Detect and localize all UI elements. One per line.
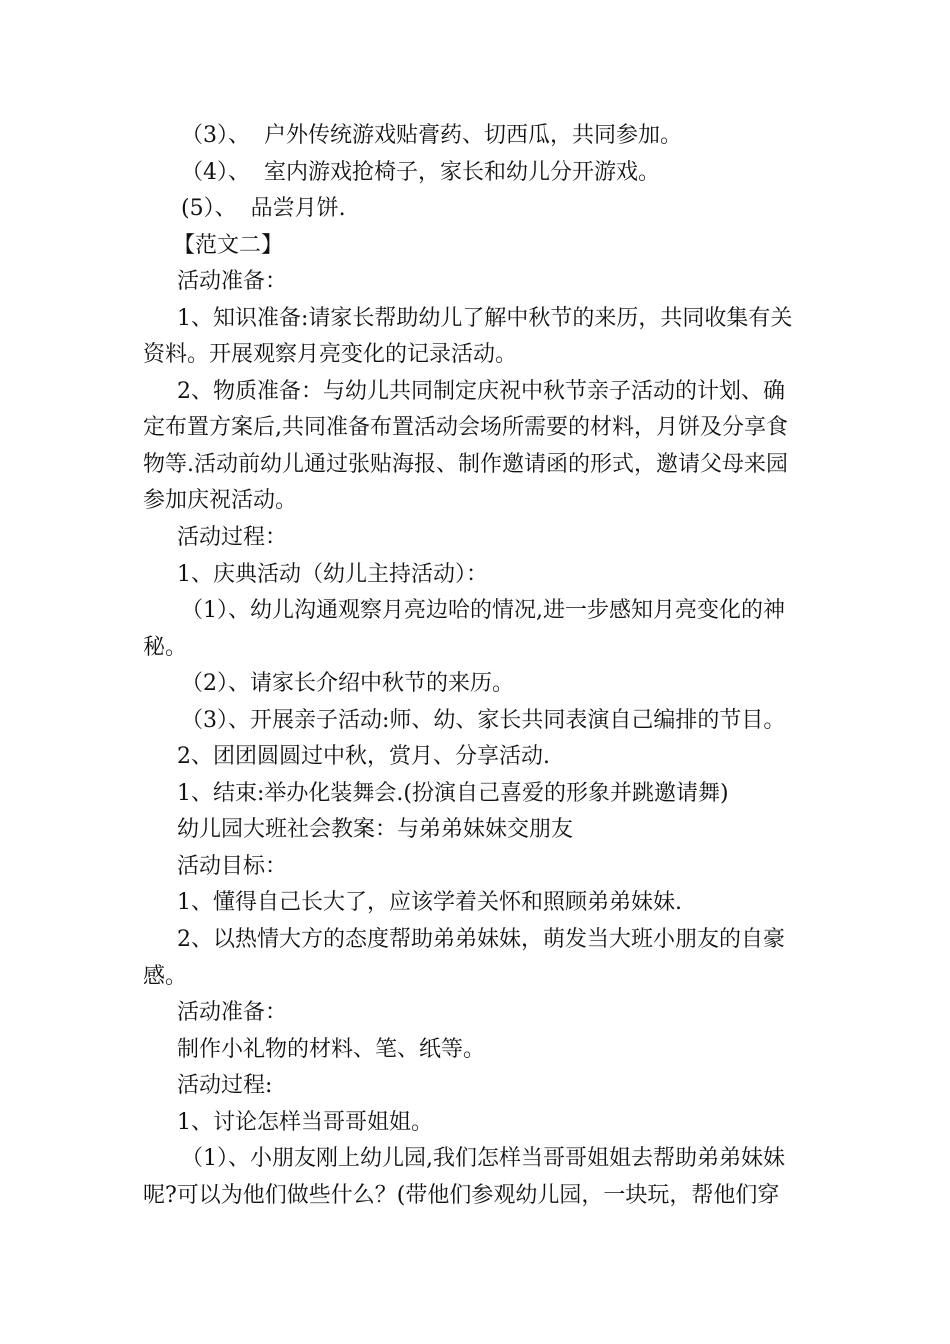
text-line: 参加庆祝活动。 [143,488,298,514]
text-line: （3）、 户外传统游戏贴膏药、切西瓜，共同参加。 [181,123,682,148]
text-line: 物等.活动前幼儿通过张贴海报、制作邀请函的形式，邀请父母来园 [143,451,788,477]
text-line: 1、结束:举办化装舞会.(扮演自己喜爱的形象并跳邀请舞) [177,780,729,806]
document-body [143,118,813,1214]
text-line: （4）、 室内游戏抢椅子，家长和幼儿分开游戏。 [181,159,660,185]
text-line: 制作小礼物的材料、笔、纸等。 [177,1036,486,1062]
text-line: （3）、开展亲子活动:师、幼、家长共同表演自己编排的节目。 [181,707,786,733]
text-line: 1、懂得自己长大了，应该学着关怀和照顾弟弟妹妹. [177,890,682,916]
lesson-title: 幼儿园大班社会教案：与弟弟妹妹交朋友 [177,817,574,843]
text-line: 资料。开展观察月亮变化的记录活动。 [143,342,518,368]
text-line: 定布置方案后,共同准备布置活动会场所需要的材料，月饼及分享食 [143,415,788,441]
section-heading: 【范文二】 [173,232,284,258]
text-line: 感。 [143,963,188,989]
text-line: 呢?可以为他们做些什么？(带他们参观幼儿园，一块玩，帮他们穿 [143,1182,780,1208]
text-line: （1）、幼儿沟通观察月亮边哈的情况,进一步感知月亮变化的神 [181,598,785,624]
text-line: （1）、小朋友刚上幼儿园,我们怎样当哥哥姐姐去帮助弟弟妹妹 [181,1146,785,1172]
text-line: 活动目标： [177,853,288,879]
text-line: 1、知识准备:请家长帮助幼儿了解中秋节的来历，共同收集有关 [177,305,793,331]
text-line: 2、团团圆圆过中秋，赏月、分享活动. [177,744,550,770]
text-line: 1、庆典活动（幼儿主持活动）： [177,561,488,587]
text-line: 2、以热情大方的态度帮助弟弟妹妹，萌发当大班小朋友的自豪 [177,927,785,953]
text-line: 活动准备： [177,1000,288,1026]
text-line: 活动准备： [177,269,288,295]
text-line: 活动过程： [177,525,288,551]
text-line: 活动过程: [177,1073,273,1099]
text-line: 2、物质准备：与幼儿共同制定庆祝中秋节亲子活动的计划、确 [177,378,785,404]
text-line: （2）、请家长介绍中秋节的来历。 [181,671,514,697]
text-line: (5）、 品尝月饼. [181,196,346,222]
text-line: 1、讨论怎样当哥哥姐姐。 [177,1109,433,1135]
text-line: 秘。 [143,634,188,660]
